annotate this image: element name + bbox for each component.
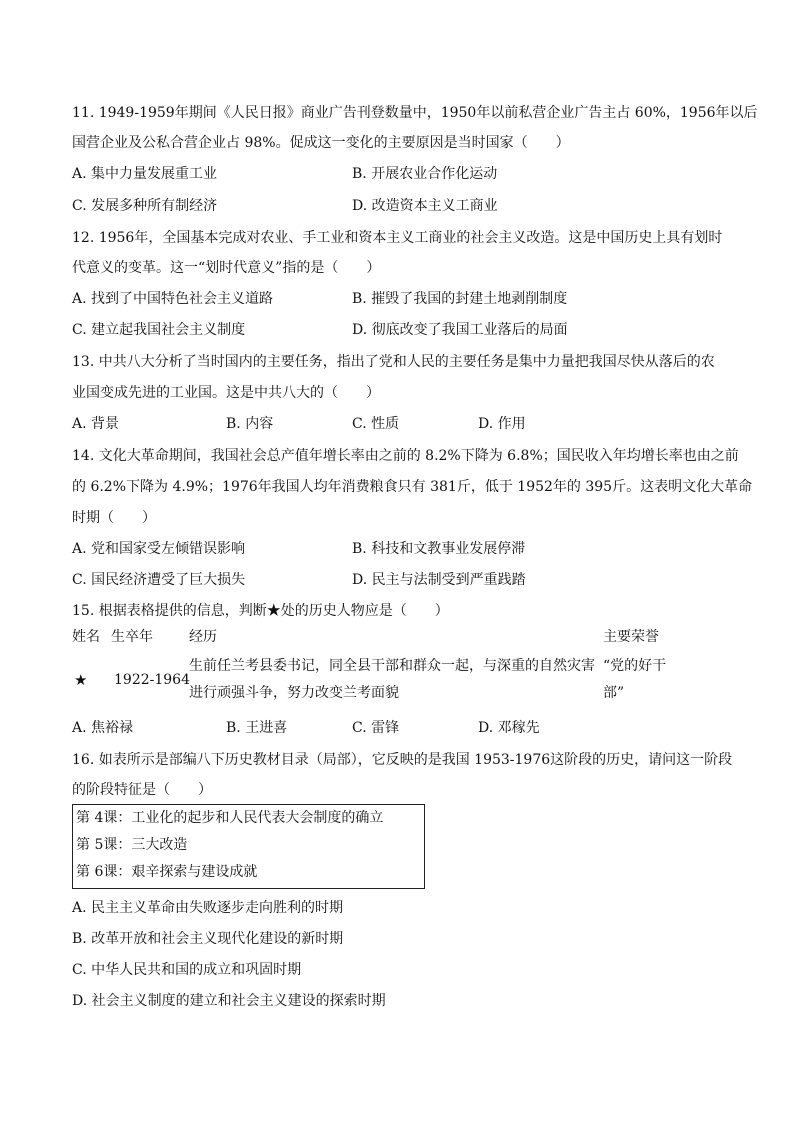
q15-cell-experience-line2: 进行顽强斗争，努力改变兰考面貌 xyxy=(189,685,399,701)
q16-option-a: A. 民主主义革命由失败逐步走向胜利的时期 xyxy=(72,900,344,916)
q14-stem-line2: 的 6.2%下降为 4.9%；1976年我国人均年消费粮食只有 381斤，低于 1952年的 395斤。这表明文化大革命 xyxy=(72,479,753,495)
q15-header-name: 姓名 xyxy=(72,629,100,645)
q14-option-d: D. 民主与法制受到严重践踏 xyxy=(352,572,526,588)
q12-option-a: A. 找到了中国特色社会主义道路 xyxy=(72,291,274,307)
q13-option-d: D. 作用 xyxy=(478,416,526,432)
q11-stem-line1: 11. 1949-1959年期间《人民日报》商业广告刊登数量中，1950年以前私营企业广告主占 60%，1956年以后 xyxy=(72,105,758,121)
q15-cell-honor-line2: 部” xyxy=(603,685,625,701)
q13-stem-line2: 业国变成先进的工业国。这是中共八大的（ ） xyxy=(72,385,380,401)
q12-option-d: D. 彻底改变了我国工业落后的局面 xyxy=(352,322,568,338)
q15-option-a: A. 焦裕禄 xyxy=(72,720,134,736)
q11-option-b: B. 开展农业合作化运动 xyxy=(352,166,498,182)
q15-option-c: C. 雷锋 xyxy=(352,720,400,736)
q15-option-b: B. 王进喜 xyxy=(226,720,288,736)
q14-option-a: A. 党和国家受左倾错误影响 xyxy=(72,541,246,557)
q13-option-b: B. 内容 xyxy=(226,416,274,432)
q15-cell-years: 1922-1964 xyxy=(114,672,190,688)
q13-option-a: A. 背景 xyxy=(72,416,120,432)
q11-option-c: C. 发展多种所有制经济 xyxy=(72,198,218,214)
q16-toc-item: 第 6课：艰辛探索与建设成就 xyxy=(76,864,258,880)
q11-option-a: A. 集中力量发展重工业 xyxy=(72,166,218,182)
q15-cell-honor-line1: “党的好干 xyxy=(603,658,667,674)
q12-stem-line1: 12. 1956年，全国基本完成对农业、手工业和资本主义工商业的社会主义改造。这是中国历史上具有划时 xyxy=(72,230,723,246)
q15-header-years: 生卒年 xyxy=(111,629,153,645)
q12-option-b: B. 摧毁了我国的封建土地剥削制度 xyxy=(352,291,568,307)
q16-stem-line1: 16. 如表所示是部编八下历史教材目录（局部），它反映的是我国 1953-1976这阶段的历史，请问这一阶段 xyxy=(72,752,733,768)
q15-stem: 15. 根据表格提供的信息，判断★处的历史人物应是（ ） xyxy=(72,603,449,619)
q15-cell-name-star: ★ xyxy=(74,671,88,689)
q12-stem-line2: 代意义的变革。这一“划时代意义”指的是（ ） xyxy=(72,260,381,276)
q16-stem-line2: 的阶段特征是（ ） xyxy=(72,782,212,798)
q15-header-honor: 主要荣誉 xyxy=(603,629,659,645)
q16-option-b: B. 改革开放和社会主义现代化建设的新时期 xyxy=(72,931,344,947)
q16-toc-item: 第 5课：三大改造 xyxy=(76,837,188,853)
q15-header-experience: 经历 xyxy=(189,629,217,645)
q11-stem-line2: 国营企业及公私合营企业占 98%。促成这一变化的主要原因是当时国家（ ） xyxy=(72,135,570,151)
q11-option-d: D. 改造资本主义工商业 xyxy=(352,198,498,214)
q14-stem-line1: 14. 文化大革命期间，我国社会总产值年增长率由之前的 8.2%下降为 6.8%；国民收入年均增长率也由之前 xyxy=(72,448,739,464)
q14-option-b: B. 科技和文教事业发展停滞 xyxy=(352,541,526,557)
q16-toc-item: 第 4课：工业化的起步和人民代表大会制度的确立 xyxy=(76,810,384,826)
q14-stem-line3: 时期（ ） xyxy=(72,510,156,526)
q13-option-c: C. 性质 xyxy=(352,416,400,432)
q14-option-c: C. 国民经济遭受了巨大损失 xyxy=(72,572,246,588)
q16-option-c: C. 中华人民共和国的成立和巩固时期 xyxy=(72,962,302,978)
q15-cell-experience-line1: 生前任兰考县委书记，同全县干部和群众一起，与深重的自然灾害 xyxy=(189,658,595,674)
q13-stem-line1: 13. 中共八大分析了当时国内的主要任务，指出了党和人民的主要任务是集中力量把我国尽快从落后的农 xyxy=(72,354,715,370)
q16-option-d: D. 社会主义制度的建立和社会主义建设的探索时期 xyxy=(72,993,386,1009)
q16-toc-box xyxy=(72,804,425,889)
q12-option-c: C. 建立起我国社会主义制度 xyxy=(72,322,246,338)
q15-option-d: D. 邓稼先 xyxy=(478,720,540,736)
